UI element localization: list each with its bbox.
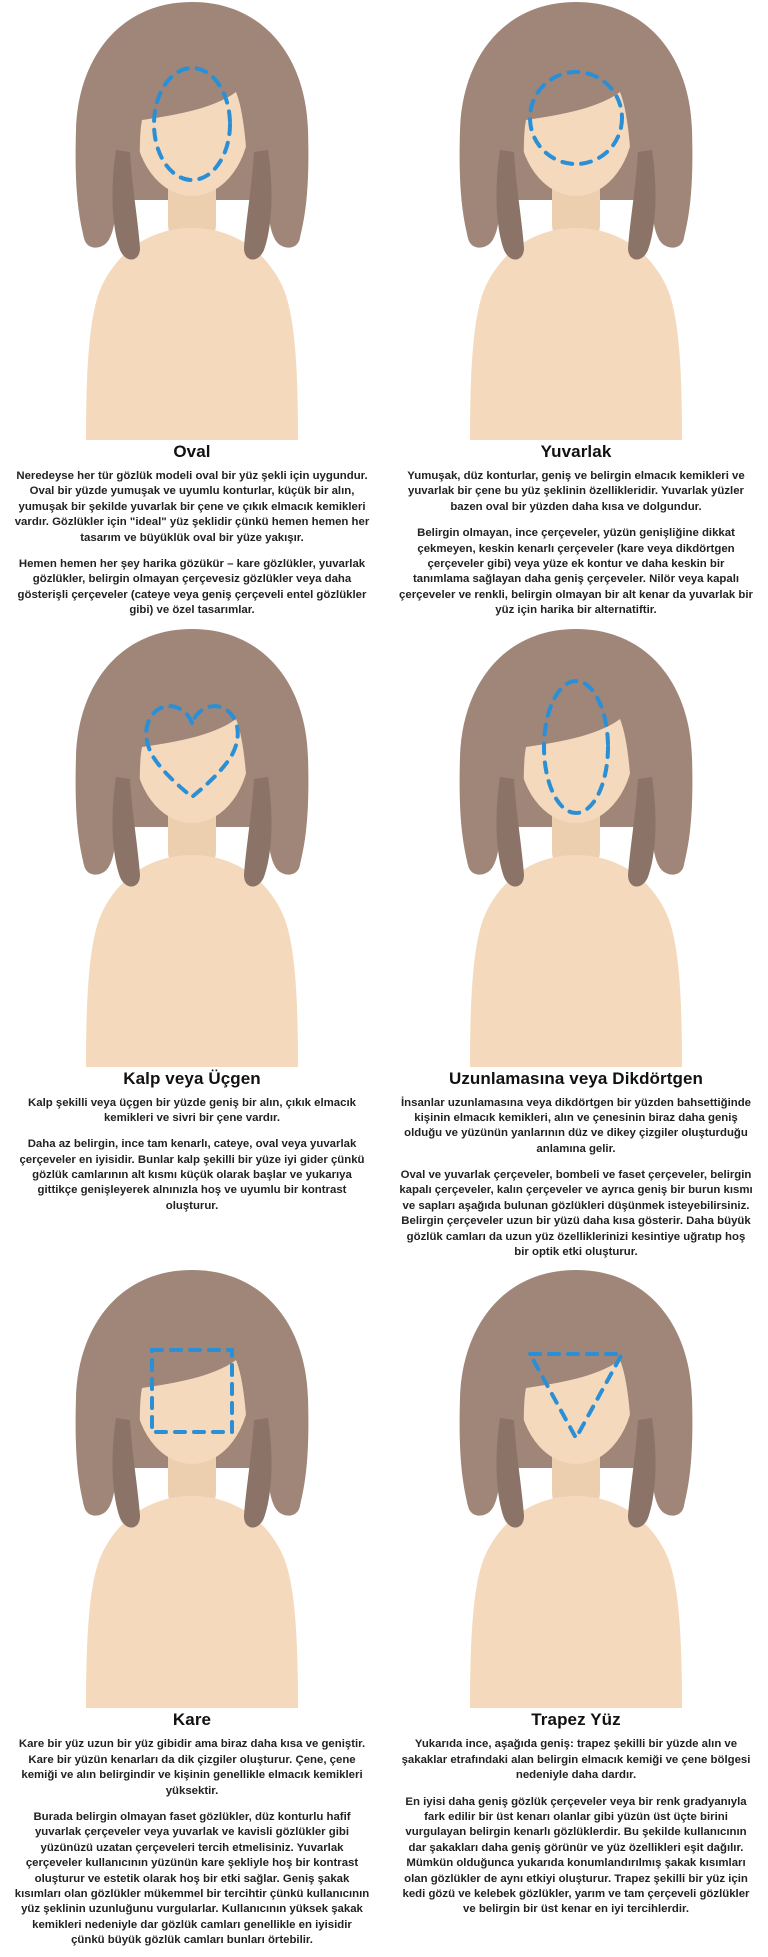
face-illustration-yuvarlak (384, 0, 768, 440)
card-body-kare (0, 1737, 384, 1948)
card-paragraph: Kare bir yüz uzun bir yüz gibidir ama biraz daha kısa ve geniştir. Kare bir yüzün kenarları da dik çizgiler oluşturur. Çene, çene kemiği ve alın belirgindir ve kişinin genellikle elmacık kemikleri yüksektir. (18, 1738, 366, 1797)
card-paragraph: Yumuşak, düz konturlar, geniş ve belirgin elmacık kemikleri ve yuvarlak bir çene bu yüz şeklinin özellikleridir. Yuvarlak yüzler bazen oval bir yüzden daha kısa ve dolgundur. (407, 470, 745, 513)
oval-face-svg (0, 0, 384, 440)
card-body-oval (0, 469, 384, 619)
card-paragraph: Burada belirgin olmayan faset gözlükler, düz konturlu hafif yuvarlak çerçeveler veya yuvarlak ve kavisli gözlükler gibi yüzünüzü uzatan çerçeveleri tercih etmelisiniz. Yuvarlak çerçeveler kullanıcının yüzünün kare şekliyle hoş bir kontrast oluşturur ve estetik olarak hoş bir etki sağlar. Geniş şakak kısımları olan gözlükler mükemmel bir tercihtir çünkü kullanıcının yüz şeklinin uzunluğunu vurgularlar. Kullanıcının yüksek şakak kemikleri nedeniyle dar gözlük camları genellikle en iyisidir çünkü büyük gözlük camları bunları örtebilir. (14, 1810, 370, 1947)
face-illustration-kalp (0, 627, 384, 1067)
card-title-kalp: Kalp veya Üçgen (123, 1068, 261, 1088)
card-paragraph: Yukarıda ince, aşağıda geniş: trapez şekilli bir yüzde alın ve şakaklar etrafındaki alan belirgin elmacık kemiği ve çene bölgesi nedeniyle daha dardır. (401, 1738, 751, 1782)
heart-face-svg (0, 627, 384, 1067)
face-illustration-uzunlamasina (384, 627, 768, 1067)
card-body-uzunlamasina (384, 1096, 768, 1261)
card-title-kare: Kare (172, 1710, 212, 1730)
square-face-svg (0, 1268, 384, 1708)
card-title-oval: Oval (173, 442, 211, 461)
trapezoid-face-svg (384, 1268, 768, 1708)
face-shape-card-kare (0, 1268, 384, 1956)
face-shape-card-oval (0, 0, 384, 627)
face-shape-card-yuvarlak (384, 0, 768, 627)
card-body-yuvarlak (384, 469, 768, 619)
card-paragraph: Hemen hemen her şey harika gözükür – kare gözlükler, yuvarlak gözlükler, belirgin olmayan çerçevesiz gözlükler veya daha gösterişli çerçeveler (cateye veya geniş çerçeveli entel gözlükler gibi) ve özel tasarımlar. (17, 557, 367, 617)
card-body-kalp (0, 1096, 384, 1215)
face-shape-card-trapez (384, 1268, 768, 1956)
card-paragraph: Kalp şekilli veya üçgen bir yüzde geniş bir alın, çıkık elmacık kemikleri ve sivri bir çene vardır. (28, 1096, 356, 1124)
face-shape-card-kalp-veya-ucgen (0, 627, 384, 1269)
round-face-svg (384, 0, 768, 440)
card-paragraph: Daha az belirgin, ince tam kenarlı, cateye, oval veya yuvarlak çerçeveler en iyisidir. Bunlar kalp şekilli bir yüze iyi gider çünkü gözlük camlarının alt kısmı küçük olarak başlar ve yukarıya gittikçe genişleyerek alnınızla hoş ve uyumlu bir kontrast oluşturur. (19, 1138, 365, 1212)
card-paragraph: İnsanlar uzunlamasına veya dikdörtgen bir yüzden bahsettiğinde kişinin elmacık kemikleri, alın ve çenesinin biraz daha geniş olduğu ve yüzünün yanlarının düz ve dikey çizgiler oluşturduğu anlamına gelir. (400, 1096, 752, 1155)
card-title-yuvarlak: Yuvarlak (540, 442, 612, 461)
face-illustration-kare (0, 1268, 384, 1708)
card-body-trapez (384, 1737, 768, 1917)
face-shape-card-uzunlamasina (384, 627, 768, 1269)
card-title-trapez: Trapez Yüz (531, 1710, 621, 1730)
card-title-uzunlamasina: Uzunlamasına veya Dikdörtgen (448, 1068, 704, 1088)
face-illustration-trapez (384, 1268, 768, 1708)
card-paragraph: Belirgin olmayan, ince çerçeveler, yüzün genişliğine dikkat çekmeyen, keskin kenarlı çerçeveler (kare veya dikdörtgen çerçeveler gibi) veya yüze ek kontur ve daha keskin bir tanımlama sağlayan daha geniş çerçeveler. Nilör veya kapalı çerçeveler ve renkli, belirgin olmayan bir alt kenar da yuvarlak bir yüz için harika bir alternatiftir. (399, 527, 753, 617)
face-illustration-oval (0, 0, 384, 440)
oblong-face-svg (384, 627, 768, 1067)
card-paragraph: Neredeyse her tür gözlük modeli oval bir yüz şekli için uygundur. Oval bir yüzde yumuşak ve uyumlu konturlar, küçük bir alın, yumuşak bir şekilde yuvarlak bir çene ve çıkık elmacık kemikleri vardır. Gözlükler için "ideal" yüz şeklidir çünkü hemen hemen her tasarım ve büyüklük oval bir yüze yakışır. (14, 470, 370, 544)
card-paragraph: Oval ve yuvarlak çerçeveler, bombeli ve faset çerçeveler, belirgin kapalı çerçeveler, kalın çerçeveler ve ayrıca geniş bir burun kısmı ve sapları aşağıda bulunan gözlükleri düşünmek isteyebilirsiniz. Belirgin çerçeveler uzun bir yüzü daha kısa gösterir. Daha büyük gözlük camları da uzun yüz özelliklerinizi kesintiye uğratıp hoş bir optik etki oluşturur. (399, 1169, 753, 1259)
card-paragraph: En iyisi daha geniş gözlük çerçeveler veya bir renk gradyanıyla fark edilir bir üst kenarı olanlar gibi yüzün üst üçte birini vurgulayan belirgin kenarlı gözlüklerdir. Bu şekilde kullanıcının dar şakakları daha geniş görünür ve yüz özellikleri eşit dağılır. Mümkün olduğunca yukarıda konumlandırılmış şakak kısımları olan gözlükler de aynı etkiyi oluşturur. Trapez şekilli bir yüz için kedi gözü ve kelebek gözlükler, yarım ve tam çerçeveli gözlükler ve belirgin bir üst kenar en iyi tercihlerdir. (402, 1795, 750, 1916)
